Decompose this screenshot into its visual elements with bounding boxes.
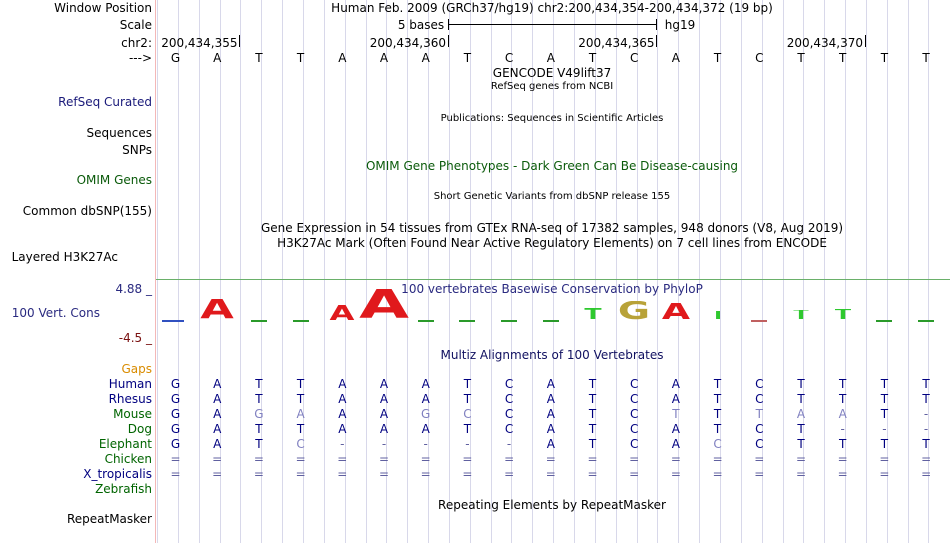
species-label[interactable]: Dog xyxy=(127,422,152,436)
window-position-text: Human Feb. 2009 (GRCh37/hg19) chr2:200,434,354-200,434,372 (19 bp) xyxy=(331,1,773,15)
base-grid-line xyxy=(908,0,909,543)
alignment-base: = xyxy=(253,467,264,481)
coordinate-tick xyxy=(865,35,866,47)
label-scale[interactable]: Scale xyxy=(119,18,152,32)
scale-text: 5 bases xyxy=(397,18,445,32)
alignment-base: T xyxy=(839,437,847,451)
alignment-base: = xyxy=(670,452,681,466)
conservation-bar xyxy=(501,320,517,322)
alignment-base: = xyxy=(754,452,765,466)
alignment-base: T xyxy=(713,407,722,421)
conservation-bar xyxy=(918,320,934,322)
alignment-base: = xyxy=(337,452,348,466)
alignment-base: = xyxy=(378,467,390,481)
alignment-base: = xyxy=(295,452,306,466)
alignment-base: A xyxy=(213,392,222,406)
alignment-base: A xyxy=(213,407,222,421)
coordinate-tick xyxy=(239,35,240,47)
label-chr[interactable]: chr2: xyxy=(121,36,152,50)
alignment-base: T xyxy=(463,422,472,436)
alignment-base: A xyxy=(379,407,389,421)
alignment-base: A xyxy=(546,437,555,451)
alignment-base: T xyxy=(255,392,263,406)
conservation-bar xyxy=(459,320,475,322)
reference-base: A xyxy=(338,51,347,65)
alignment-base: A xyxy=(671,377,680,391)
track-label-column xyxy=(0,0,155,543)
reference-base: C xyxy=(504,51,514,65)
alignment-base: = xyxy=(462,467,473,481)
base-grid-line xyxy=(657,0,658,543)
alignment-base: A xyxy=(546,392,555,406)
alignment-base: T xyxy=(922,437,930,451)
alignment-base: = xyxy=(504,452,515,466)
conservation-bar xyxy=(543,320,559,322)
alignment-base: = xyxy=(837,467,848,481)
alignment-base: T xyxy=(839,392,847,406)
alignment-base: A xyxy=(379,422,389,436)
alignment-base: = xyxy=(545,467,556,481)
reference-base: T xyxy=(296,51,305,65)
alignment-base: A xyxy=(546,407,555,421)
conservation-letter: A xyxy=(661,302,690,321)
coordinate-label: 200,434,365 xyxy=(578,36,655,50)
publications-title[interactable]: Publications: Sequences in Scientific Articles xyxy=(440,113,664,124)
alignment-base: G xyxy=(170,392,181,406)
alignment-base: A xyxy=(671,437,680,451)
reference-base: A xyxy=(421,51,430,65)
alignment-base: = xyxy=(295,467,306,481)
alignment-base: C xyxy=(504,422,514,436)
alignment-base: T xyxy=(588,377,597,391)
conservation-letter: A xyxy=(359,288,409,321)
alignment-base: A xyxy=(421,377,430,391)
alignment-base: = xyxy=(420,452,431,466)
alignment-base: C xyxy=(296,437,305,451)
alignment-base: = xyxy=(253,452,264,466)
alignment-base: C xyxy=(629,407,639,421)
alignment-base: T xyxy=(296,377,305,391)
label-repeatmasker[interactable]: RepeatMasker xyxy=(66,512,152,526)
reference-base: T xyxy=(880,51,889,65)
alignment-base: = xyxy=(879,467,890,481)
alignment-base: T xyxy=(713,422,722,436)
species-label[interactable]: Chicken xyxy=(104,452,152,466)
conservation-letter: T xyxy=(793,309,809,321)
h3k27ac-baseline xyxy=(156,279,950,280)
species-label[interactable]: Zebrafish xyxy=(95,482,152,496)
species-label[interactable]: Mouse xyxy=(113,407,152,421)
reference-base: A xyxy=(213,51,222,65)
alignment-base: = xyxy=(587,452,598,466)
alignment-base: A xyxy=(796,407,806,421)
alignment-base: - xyxy=(423,437,428,451)
alignment-base: T xyxy=(922,392,930,406)
alignment-base: A xyxy=(546,377,555,391)
alignment-base: T xyxy=(588,407,597,421)
alignment-base: = xyxy=(337,467,348,481)
reference-base: C xyxy=(755,51,764,65)
coordinate-label: 200,434,360 xyxy=(369,36,447,50)
refseq-ncbi-title[interactable]: RefSeq genes from NCBI xyxy=(490,81,614,92)
conservation-bar xyxy=(293,320,309,322)
scale-bar-left-cap xyxy=(448,19,449,30)
base-grid-line xyxy=(699,0,700,543)
base-grid-line xyxy=(866,0,867,543)
alignment-base: A xyxy=(421,392,430,406)
alignment-base: G xyxy=(421,407,431,421)
alignment-base: = xyxy=(629,467,640,481)
reference-base: C xyxy=(629,51,639,65)
h3k27ac-title[interactable]: H3K27Ac Mark (Often Found Near Active Regulatory Elements) on 7 cell lines from ENCODE xyxy=(277,236,827,250)
coordinate-tick xyxy=(656,35,657,47)
alignment-base: A xyxy=(671,392,680,406)
alignment-base: = xyxy=(170,452,181,466)
coordinate-label: 200,434,355 xyxy=(161,36,238,50)
alignment-base: - xyxy=(381,437,387,451)
alignment-base: C xyxy=(629,392,639,406)
label-window-position[interactable]: Window Position xyxy=(54,1,152,15)
assembly-label: hg19 xyxy=(664,18,696,32)
alignment-base: = xyxy=(837,452,848,466)
alignment-base: = xyxy=(170,467,181,481)
reference-base: T xyxy=(463,51,472,65)
alignment-base: = xyxy=(504,467,515,481)
alignment-base: C xyxy=(629,377,639,391)
base-grid-line xyxy=(824,0,825,543)
alignment-base: A xyxy=(338,377,347,391)
gencode-track-title[interactable]: GENCODE V49lift37 xyxy=(492,66,612,80)
omim-phenotypes-title[interactable]: OMIM Gene Phenotypes - Dark Green Can Be Disease-causing xyxy=(365,159,739,173)
conservation-bar xyxy=(251,320,267,322)
alignment-base: C xyxy=(755,437,764,451)
label-100-vert-cons[interactable]: 100 Vert. Cons xyxy=(11,306,100,320)
browser-image-area[interactable] xyxy=(156,0,950,543)
conservation-letter: A xyxy=(329,304,355,321)
alignment-base: T xyxy=(922,377,930,391)
base-grid-line xyxy=(157,0,158,543)
species-label[interactable]: Rhesus xyxy=(108,392,152,406)
alignment-base: T xyxy=(880,392,889,406)
alignment-base: T xyxy=(797,392,805,406)
reference-base: T xyxy=(839,51,847,65)
reference-base: T xyxy=(588,51,597,65)
conservation-bar xyxy=(876,320,892,322)
alignment-base: C xyxy=(755,392,764,406)
conservation-letter: G xyxy=(618,301,651,321)
conservation-letter: A xyxy=(200,299,234,321)
alignment-base: = xyxy=(712,467,723,481)
alignment-base: = xyxy=(879,452,890,466)
alignment-base: C xyxy=(504,377,514,391)
label-sequences[interactable]: Sequences xyxy=(86,126,152,140)
alignment-base: T xyxy=(839,377,847,391)
conservation-bar xyxy=(418,320,434,322)
gtex-title[interactable]: Gene Expression in 54 tissues from GTEx RNA-seq of 17382 samples, 948 donors (V8, Aug 2019) xyxy=(260,221,844,235)
label-layered-h3k27ac[interactable]: Layered H3K27Ac xyxy=(11,250,118,264)
alignment-base: = xyxy=(212,467,223,481)
alignment-base: A xyxy=(213,422,222,436)
alignment-base: A xyxy=(421,422,430,436)
alignment-base: = xyxy=(212,452,223,466)
alignment-base: - xyxy=(923,422,929,436)
label-gaps[interactable]: Gaps xyxy=(121,362,152,376)
base-grid-line xyxy=(616,0,617,543)
reference-base: A xyxy=(671,51,680,65)
alignment-base: T xyxy=(463,377,472,391)
alignment-base: C xyxy=(629,437,639,451)
conservation-bar xyxy=(751,320,767,322)
alignment-base: T xyxy=(755,407,763,421)
conservation-bar xyxy=(162,320,184,322)
alignment-base: - xyxy=(506,437,512,451)
species-label[interactable]: X_tropicalis xyxy=(83,467,152,481)
alignment-base: = xyxy=(712,452,723,466)
alignment-base: - xyxy=(840,422,845,436)
alignment-base: C xyxy=(504,407,514,421)
alignment-base: T xyxy=(672,407,680,421)
alignment-base: T xyxy=(797,377,805,391)
base-grid-line xyxy=(282,0,283,543)
phylop-title[interactable]: 100 vertebrates Basewise Conservation by PhyloP xyxy=(401,282,703,296)
alignment-base: T xyxy=(880,407,889,421)
repeatmasker-title[interactable]: Repeating Elements by RepeatMasker xyxy=(438,498,666,512)
alignment-base: = xyxy=(378,452,390,466)
label-strand[interactable]: ---> xyxy=(128,51,152,65)
label-refseq-curated[interactable]: RefSeq Curated xyxy=(58,95,152,109)
alignment-base: = xyxy=(795,452,807,466)
alignment-base: = xyxy=(921,452,932,466)
reference-base: G xyxy=(170,51,181,65)
alignment-base: A xyxy=(546,422,555,436)
alignment-base: = xyxy=(420,467,431,481)
reference-base: A xyxy=(546,51,555,65)
alignment-base: A xyxy=(379,377,389,391)
alignment-base: T xyxy=(713,392,722,406)
alignment-base: T xyxy=(255,437,263,451)
alignment-base: - xyxy=(340,437,345,451)
reference-base: T xyxy=(713,51,722,65)
alignment-base: G xyxy=(170,377,181,391)
base-grid-line xyxy=(783,0,784,543)
label-omim-genes[interactable]: OMIM Genes xyxy=(76,173,152,187)
alignment-base: = xyxy=(587,467,598,481)
base-grid-line xyxy=(240,0,241,543)
cons-axis-max: 4.88 _ xyxy=(115,282,152,296)
alignment-base: C xyxy=(629,422,639,436)
label-common-dbsnp[interactable]: Common dbSNP(155) xyxy=(22,204,152,218)
coordinate-label: 200,434,370 xyxy=(786,36,864,50)
alignment-base: A xyxy=(296,407,305,421)
alignment-base: A xyxy=(338,422,347,436)
alignment-base: T xyxy=(588,392,597,406)
coordinate-tick xyxy=(448,35,449,47)
alignment-base: C xyxy=(755,377,764,391)
label-snps[interactable]: SNPs xyxy=(122,143,152,157)
base-grid-line xyxy=(324,0,325,543)
alignment-base: = xyxy=(462,452,473,466)
alignment-base: = xyxy=(754,467,765,481)
alignment-base: G xyxy=(170,422,181,436)
base-grid-line xyxy=(366,0,367,543)
alignment-base: C xyxy=(504,392,514,406)
base-grid-line xyxy=(741,0,742,543)
alignment-base: T xyxy=(255,377,263,391)
alignment-base: = xyxy=(629,452,640,466)
alignment-base: C xyxy=(713,437,722,451)
reference-base: T xyxy=(922,51,930,65)
alignment-base: - xyxy=(882,422,887,436)
alignment-base: G xyxy=(254,407,264,421)
alignment-base: A xyxy=(338,392,347,406)
alignment-base: T xyxy=(296,422,305,436)
base-grid-line xyxy=(199,0,200,543)
reference-base: T xyxy=(797,51,805,65)
base-grid-line xyxy=(449,0,450,543)
cons-axis-min: -4.5 _ xyxy=(118,331,152,345)
alignment-base: T xyxy=(588,422,597,436)
alignment-base: T xyxy=(797,422,805,436)
conservation-letter: T xyxy=(583,308,602,321)
alignment-base: = xyxy=(670,467,681,481)
alignment-base: = xyxy=(921,467,932,481)
alignment-base: T xyxy=(797,437,805,451)
alignment-base: T xyxy=(296,392,305,406)
short-variants-title[interactable]: Short Genetic Variants from dbSNP release 155 xyxy=(433,191,671,202)
base-grid-line xyxy=(407,0,408,543)
conservation-letter: T xyxy=(834,309,851,321)
alignment-base: T xyxy=(713,377,722,391)
reference-base: A xyxy=(379,51,389,65)
alignment-base: G xyxy=(170,407,181,421)
species-label[interactable]: Elephant xyxy=(98,437,152,451)
alignment-base: A xyxy=(838,407,847,421)
species-label[interactable]: Human xyxy=(108,377,152,391)
multiz-title[interactable]: Multiz Alignments of 100 Vertebrates xyxy=(440,348,664,362)
alignment-base: T xyxy=(255,422,263,436)
alignment-base: T xyxy=(880,377,889,391)
scale-bar-right-cap xyxy=(656,19,657,30)
reference-base: T xyxy=(255,51,263,65)
alignment-base: C xyxy=(755,422,764,436)
alignment-base: T xyxy=(880,437,889,451)
alignment-base: = xyxy=(795,467,807,481)
species-label-list xyxy=(0,0,155,543)
alignment-base: T xyxy=(463,392,472,406)
conservation-letter: T xyxy=(710,310,725,321)
alignment-base: T xyxy=(588,437,597,451)
alignment-base: A xyxy=(338,407,347,421)
alignment-base: A xyxy=(213,377,222,391)
alignment-base: C xyxy=(463,407,472,421)
alignment-base: - xyxy=(923,407,929,421)
alignment-base: - xyxy=(465,437,470,451)
alignment-base: = xyxy=(545,452,556,466)
scale-bar xyxy=(448,24,656,25)
alignment-base: A xyxy=(671,422,680,436)
alignment-base: G xyxy=(170,437,181,451)
alignment-base: A xyxy=(213,437,222,451)
alignment-base: A xyxy=(379,392,389,406)
